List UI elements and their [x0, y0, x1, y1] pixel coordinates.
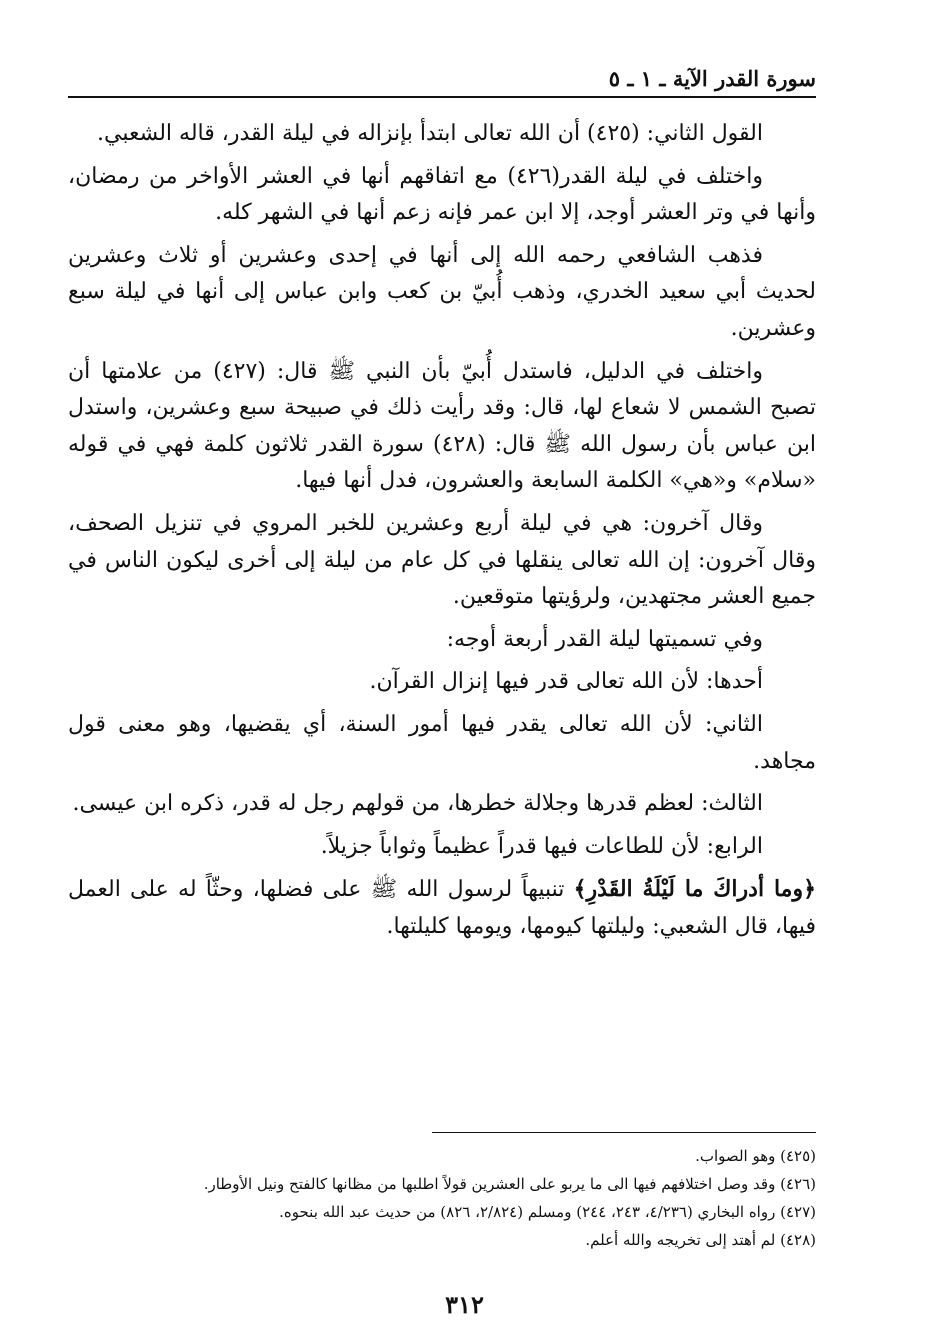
paragraph-disagreement: واختلف في ليلة القدر(٤٢٦) مع اتفاقهم أنها في العشر الأواخر من رمضان، وأنها في وتر العشر أوجد، إلا ابن عمر فإنه زعم أنها في الشهر كله.: [68, 163, 816, 226]
paragraph-naming-intro: وفي تسميتها ليلة القدر أربعة أوجه:: [446, 626, 763, 652]
footnote-rule: [432, 1132, 816, 1133]
paragraph-reason-four: الرابع: لأن للطاعات فيها قدراً عظيماً وثواباً جزيلاً.: [320, 833, 763, 859]
header-rule: [68, 96, 816, 98]
running-header-title: سورة القدر الآية ـ ١ ـ ٥: [608, 66, 816, 91]
paragraph-second-saying: القول الثاني: (٤٢٥) أن الله تعالى ابتدأ بإنزاله في ليلة القدر، قاله الشعبي.: [97, 121, 763, 146]
footnote-425: (٤٢٥) وهو الصواب.: [695, 1147, 816, 1165]
footnotes: [60, 1142, 816, 1254]
page-number: ٣١٢: [445, 1290, 484, 1319]
main-text: [68, 116, 816, 951]
paragraph-shafii: فذهب الشافعي رحمه الله إلى أنها في إحدى وعشرين أو ثلاث وعشرين لحديث أبي سعيد الخدري، وذهب أُبيّ بن كعب وابن عباس إلى أنها في ليلة سبع وعشرين.: [68, 242, 816, 341]
paragraph-quran-verse: [68, 871, 816, 945]
paragraph-others: وقال آخرون: هي في ليلة أربع وعشرين للخبر المروي في تنزيل الصحف، وقال آخرون: إن الله تعالى ينقلها في كل عام من ليلة إلى أخرى ليكون الناس في جميع العشر مجتهدين، ولرؤيتها متوقعين.: [68, 510, 816, 610]
paragraph-reason-two: الثاني: لأن الله تعالى يقدر فيها أمور السنة، أي يقضيها، وهو معنى قول مجاهد.: [68, 711, 816, 774]
footnote-426: (٤٢٦) وقد وصل اختلافهم فيها الى ما يربو على العشرين قولاً اطلبها من مظانها كالفتح ونيل الأوطار.: [203, 1175, 816, 1193]
paragraph-reason-three: الثالث: لعظم قدرها وجلالة خطرها، من قولهم رجل له قدر، ذكره ابن عيسى.: [72, 791, 763, 817]
footnote-428: (٤٢٨) لم أهتد إلى تخريجه والله أعلم.: [585, 1231, 816, 1249]
paragraph-reason-one: أحدها: لأن الله تعالى قدر فيها إنزال القرآن.: [369, 669, 763, 695]
paragraph-evidence: واختلف في الدليل، فاستدل أُبيّ بأن النبي ﷺ قال: (٤٢٧) من علامتها أن تصبح الشمس لا شعاع لها، قال: وقد رأيت ذلك في صبيحة سبع وعشرين، واستدل ابن عباس بأن رسول الله ﷺ قال: (٤٢٨) سورة القدر ثلاثون كلمة فهي في قوله «سلام» و«هي» الكلمة السابعة والعشرون، فدل أنها فيها.: [68, 358, 816, 494]
quran-commentary: تنبيهاً لرسول الله ﷺ على فضلها، وحثّاً له على العمل فيها، قال الشعبي: وليلتها كيومها، ويومها كليلتها.: [68, 877, 816, 939]
quran-quote: ﴿وما أدراكَ ما لَيْلَةُ القَدْرِ﴾: [573, 876, 816, 903]
footnote-427: (٤٢٧) رواه البخاري (٤/٢٣٦، ٢٤٣، ٢٤٤) ومسلم (٢/٨٢٤، ٨٢٦) من حديث عبد الله بنحوه.: [279, 1203, 816, 1221]
